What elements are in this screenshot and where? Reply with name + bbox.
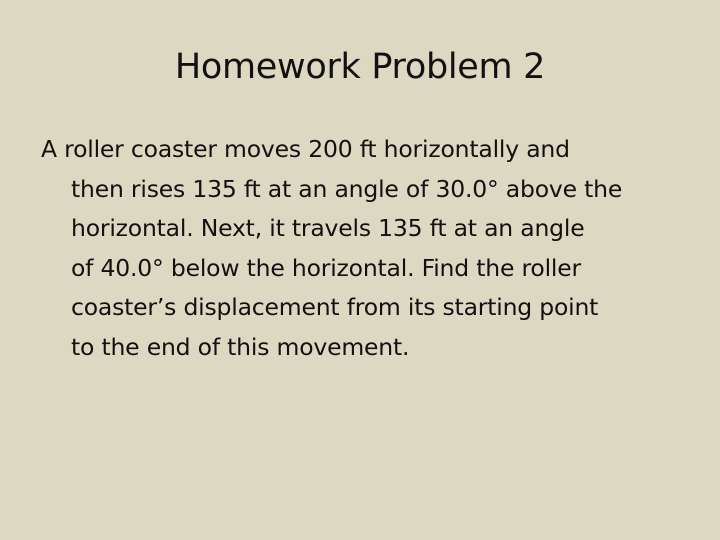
slide-title: Homework Problem 2 <box>174 47 546 87</box>
body-line: A roller coaster moves 200 ft horizontally and <box>41 135 570 163</box>
body-line: of 40.0° below the horizontal. Find the roller <box>71 253 581 282</box>
body-line: then rises 135 ft at an angle of 30.0° above the <box>71 174 623 203</box>
slide-body-text <box>41 130 681 367</box>
body-line: to the end of this movement. <box>71 332 410 361</box>
body-line: coaster’s displacement from its starting point <box>71 293 599 321</box>
body-line: horizontal. Next, it travels 135 ft at an angle <box>71 214 585 242</box>
